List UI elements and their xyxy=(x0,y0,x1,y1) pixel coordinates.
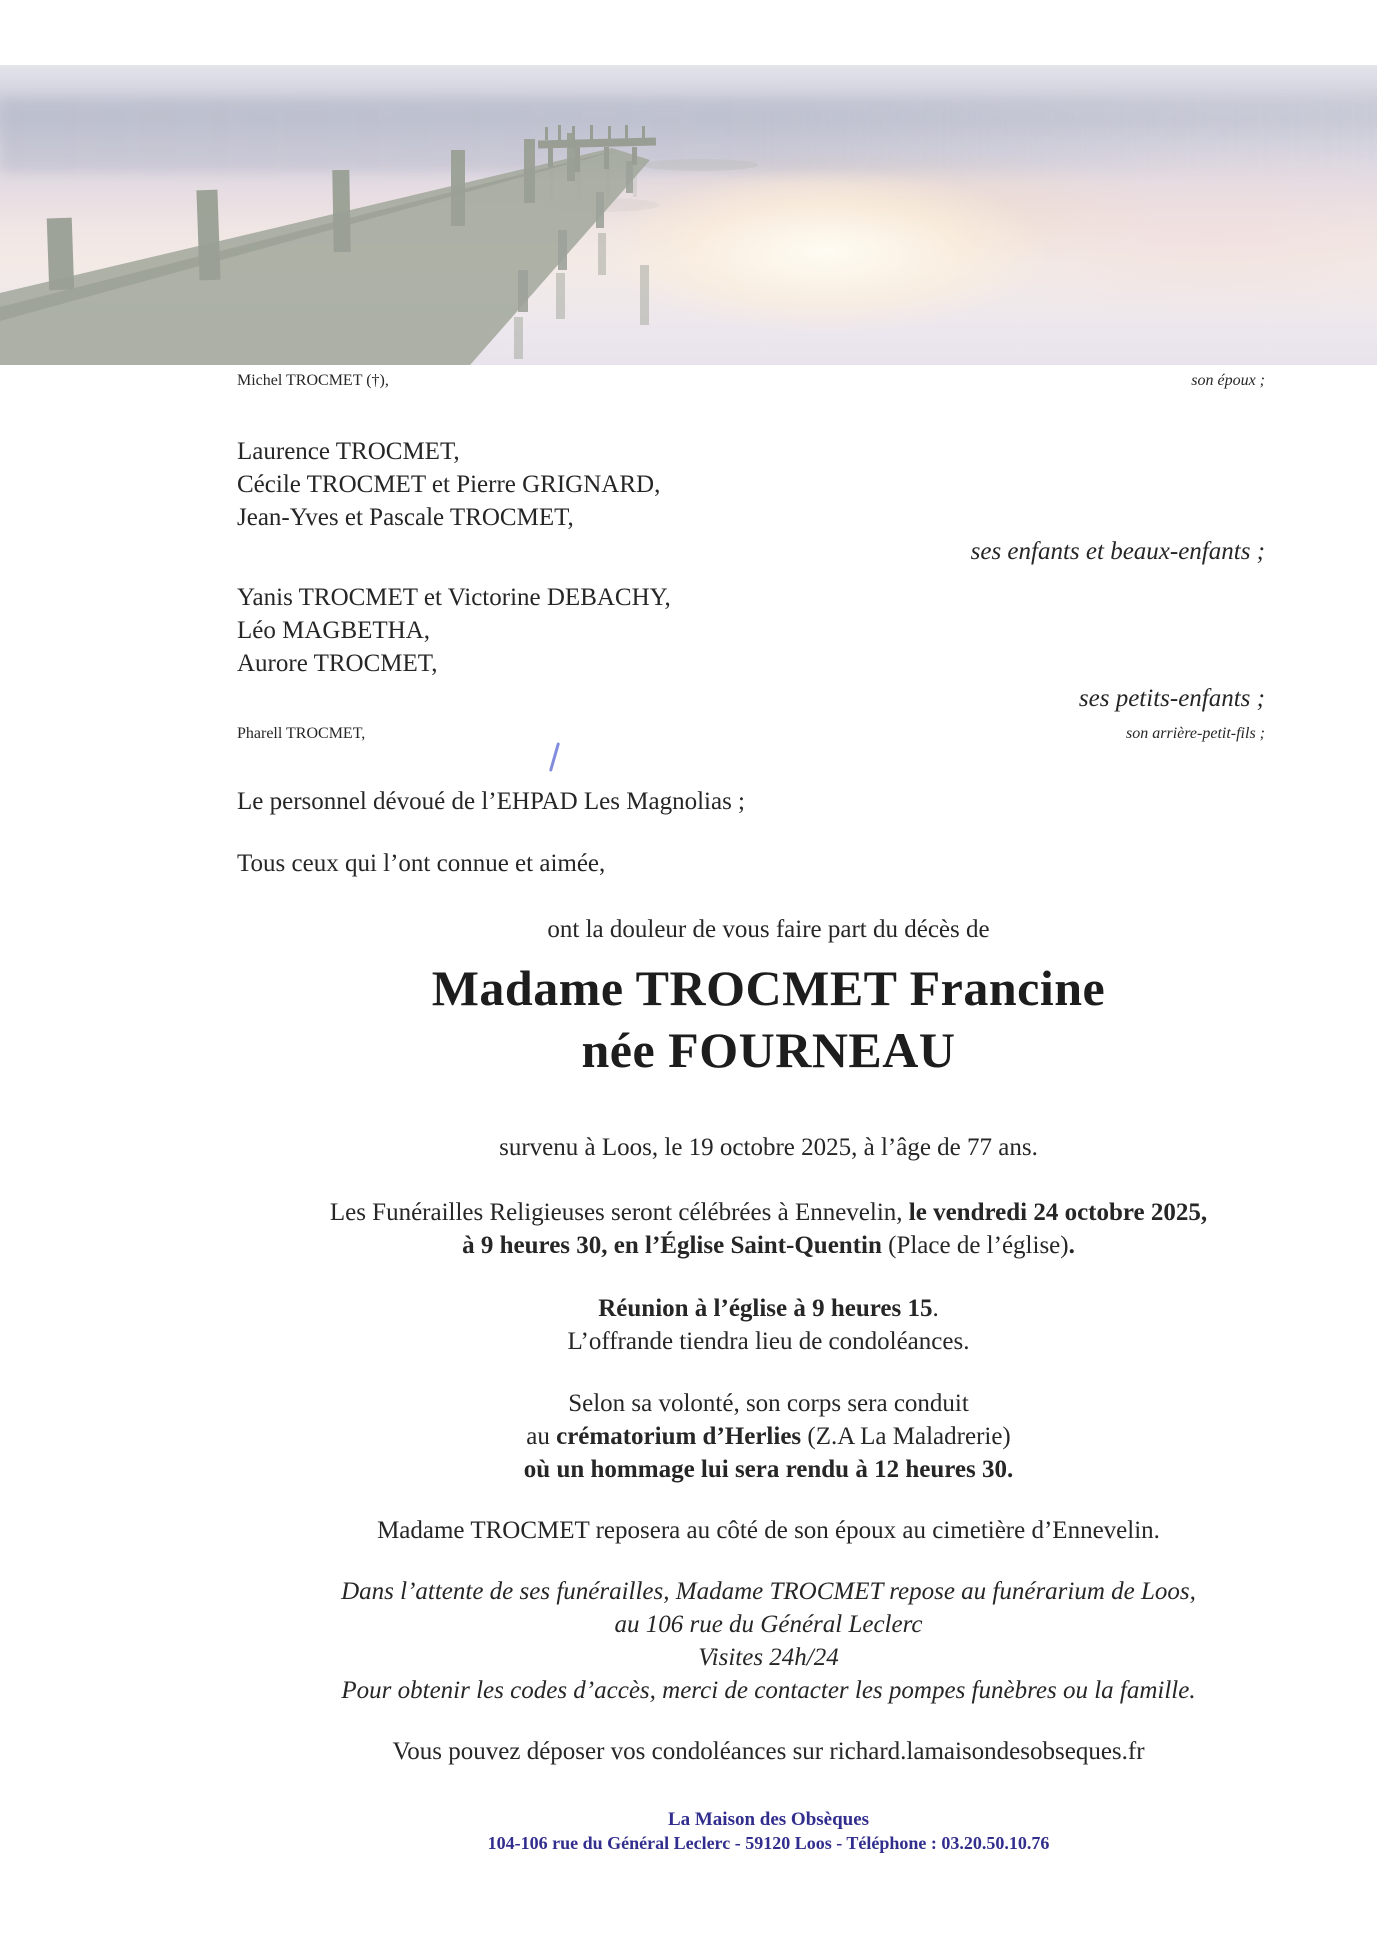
friends-line: Tous ceux qui l’ont connue et aimée, xyxy=(237,850,606,877)
funerarium-line2: au 106 rue du Général Leclerc xyxy=(614,1611,923,1638)
ceremony-line2 xyxy=(237,1231,1300,1261)
ceremony-line2-period: . xyxy=(1068,1232,1075,1259)
condolences-line: Vous pouvez déposer vos condoléances sur richard.lamaisondesobseques.fr xyxy=(392,1738,1145,1765)
crematorium-line xyxy=(237,1422,1300,1452)
grandchild-name-1: Yanis TROCMET et Victorine DEBACHY, xyxy=(237,584,671,611)
funerarium-line4: Pour obtenir les codes d’accès, merci de contacter les pompes funèbres ou la famille. xyxy=(341,1677,1196,1704)
deceased-name-line1: Madame TROCMET Francine xyxy=(431,960,1106,1016)
great-grandson-name: Pharell TROCMET, xyxy=(237,725,366,742)
death-details: survenu à Loos, le 19 octobre 2025, à l’âge de 77 ans. xyxy=(499,1134,1038,1161)
meeting-period: . xyxy=(932,1295,939,1322)
husband-row xyxy=(237,372,1265,390)
ceremony-line1-bold: le vendredi 24 octobre 2025, xyxy=(908,1199,1208,1226)
child-name-1: Laurence TROCMET, xyxy=(237,438,460,465)
staff-line: Le personnel dévoué de l’EHPAD Les Magnolias ; xyxy=(237,788,745,815)
pier-illustration xyxy=(0,65,1377,365)
funerarium-line1: Dans l’attente de ses funérailles, Madame TROCMET repose au funérarium de Loos, xyxy=(341,1578,1196,1605)
great-grandson-role-label: son arrière-petit-fils ; xyxy=(1126,725,1265,742)
grandchild-name-3: Aurore TROCMET, xyxy=(237,650,438,677)
hero-photo-foggy-pier xyxy=(0,65,1377,365)
ceremony-line2-normal: (Place de l’église) xyxy=(888,1232,1069,1259)
children-role-label: ses enfants et beaux-enfants ; xyxy=(970,538,1265,565)
funeral-home-name: La Maison des Obsèques xyxy=(667,1809,870,1830)
child-name-3: Jean-Yves et Pascale TROCMET, xyxy=(237,504,574,531)
pen-mark-artifact xyxy=(549,742,560,772)
homage-line: où un hommage lui sera rendu à 12 heures 30. xyxy=(523,1456,1014,1483)
meeting-bold: Réunion à l’église à 9 heures 15 xyxy=(598,1295,933,1322)
offering-line: L’offrande tiendra lieu de condoléances. xyxy=(567,1328,970,1355)
funerarium-line3: Visites 24h/24 xyxy=(698,1644,839,1671)
ceremony-line1 xyxy=(237,1198,1300,1228)
crematorium-post: (Z.A La Maladrerie) xyxy=(801,1423,1011,1450)
announcement-intro: ont la douleur de vous faire part du décès de xyxy=(547,916,990,943)
great-grandson-row xyxy=(237,725,1265,743)
burial-line: Madame TROCMET reposera au côté de son époux au cimetière d’Ennevelin. xyxy=(377,1517,1160,1544)
deceased-name-line2: née FOURNEAU xyxy=(581,1022,956,1078)
child-name-2: Cécile TROCMET et Pierre GRIGNARD, xyxy=(237,471,661,498)
ceremony-line2-bold: à 9 heures 30, en l’Église Saint-Quentin xyxy=(462,1232,889,1259)
funeral-home-address: 104-106 rue du Général Leclerc - 59120 Loos - Téléphone : 03.20.50.10.76 xyxy=(487,1833,1050,1853)
meeting-line xyxy=(237,1294,1300,1324)
grandchildren-role-label: ses petits-enfants ; xyxy=(1078,685,1265,712)
ceremony-line1-normal: Les Funérailles Religieuses seront célébrées à Ennevelin, xyxy=(329,1199,909,1226)
husband-name: Michel TROCMET (†), xyxy=(237,372,389,389)
conduct-line: Selon sa volonté, son corps sera conduit xyxy=(568,1390,969,1417)
husband-role-label: son époux ; xyxy=(1191,372,1265,389)
crematorium-pre: au xyxy=(526,1423,557,1450)
crematorium-bold: crématorium d’Herlies xyxy=(556,1423,802,1450)
grandchild-name-2: Léo MAGBETHA, xyxy=(237,617,431,644)
